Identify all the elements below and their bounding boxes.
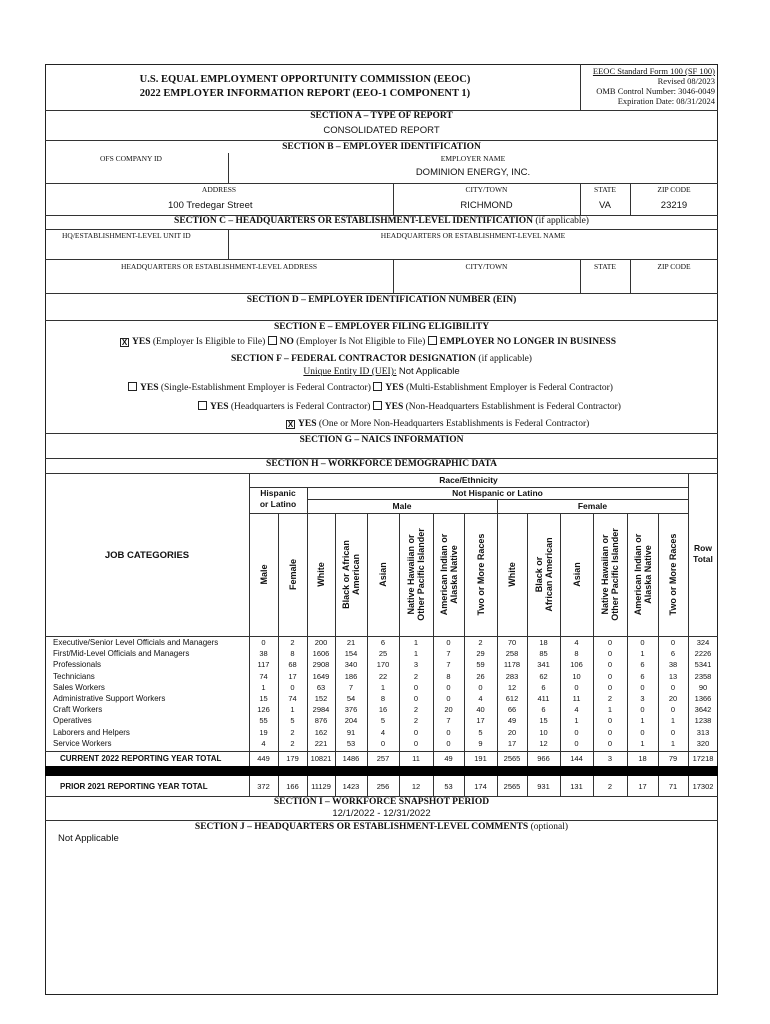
column-header: Black or African American bbox=[533, 537, 554, 612]
table-row-cell: 6 bbox=[380, 638, 386, 647]
table-row-cell: 1606 bbox=[312, 649, 330, 659]
form-meta bbox=[560, 66, 715, 106]
table-row-cell: 1 bbox=[670, 738, 676, 748]
table-row-cell: 340 bbox=[344, 660, 358, 670]
form-id: EEOC Standard Form 100 (SF 100) bbox=[592, 66, 715, 76]
male-group-label: Male bbox=[392, 501, 412, 511]
table-row-cell: 90 bbox=[698, 682, 708, 692]
table-row-cell: 8 bbox=[380, 694, 386, 703]
section-g-title: SECTION G – NAICS INFORMATION bbox=[299, 435, 464, 445]
current-total-row-cell: 179 bbox=[286, 754, 299, 763]
table-row-cell: 19 bbox=[259, 727, 268, 737]
table-row-cell: 6 bbox=[541, 682, 546, 692]
comments-value: Not Applicable bbox=[58, 833, 119, 844]
table-row-cell: 0 bbox=[446, 638, 451, 647]
prior-total-row-cell: 2565 bbox=[503, 782, 521, 791]
prior-total-row-cell: 166 bbox=[286, 782, 299, 791]
table-row-cell: 2908 bbox=[312, 660, 330, 670]
current-total-row-cell: 17218 bbox=[692, 754, 714, 763]
table-row-cell: 1 bbox=[413, 649, 419, 659]
expiration-date: Expiration Date: 08/31/2024 bbox=[617, 96, 715, 106]
table-row-cell: 1 bbox=[607, 705, 613, 715]
eligible-no-checkbox[interactable] bbox=[268, 336, 277, 345]
prior-total-row-cell: 53 bbox=[444, 782, 453, 791]
table-row-cell: 1 bbox=[574, 716, 579, 726]
table-row-cell: 54 bbox=[346, 694, 356, 703]
job-categories-label: JOB CATEGORIES bbox=[104, 550, 190, 561]
table-row-cell: 4 bbox=[574, 638, 579, 647]
prior-total-row-cell: 12 bbox=[411, 782, 421, 791]
single-establishment-checkbox[interactable] bbox=[128, 382, 137, 391]
current-total-row-cell: 2565 bbox=[503, 754, 521, 763]
column-header: White bbox=[316, 562, 326, 587]
table-row-cell: 8 bbox=[574, 649, 579, 659]
table-row-cell: 0 bbox=[670, 682, 676, 692]
grid-line bbox=[45, 751, 718, 752]
table-row-cell: 10 bbox=[572, 671, 581, 681]
table-row-cell: 2 bbox=[290, 638, 295, 647]
hq-name-label: HEADQUARTERS OR ESTABLISHMENT-LEVEL NAME bbox=[380, 231, 566, 240]
table-row-cell: 6 bbox=[541, 705, 546, 715]
table-row-cell: 0 bbox=[446, 738, 451, 748]
form-title-line2: 2022 EMPLOYER INFORMATION REPORT (EEO-1 COMPONENT 1) bbox=[139, 88, 471, 99]
address-value: 100 Tredegar Street bbox=[168, 200, 253, 211]
hq-unit-id-label: HQ/ESTABLISHMENT-LEVEL UNIT ID bbox=[62, 231, 191, 240]
table-row-cell: 0 bbox=[607, 716, 613, 726]
table-row-cell: 63 bbox=[316, 682, 326, 692]
yes-label-1: YES bbox=[140, 383, 159, 393]
table-row-cell: 3 bbox=[640, 694, 645, 703]
zip-value: 23219 bbox=[660, 200, 688, 211]
column-header: Female bbox=[287, 558, 298, 591]
table-row-cell: 0 bbox=[413, 727, 419, 737]
table-row-cell: 66 bbox=[507, 705, 517, 715]
no-longer-in-business-checkbox[interactable] bbox=[428, 336, 437, 345]
current-total-row-cell: 1486 bbox=[342, 754, 360, 763]
table-row-label: Laborers and Helpers bbox=[53, 727, 130, 737]
table-row-cell: 17 bbox=[507, 738, 517, 748]
table-row-cell: 55 bbox=[259, 716, 268, 726]
table-row-cell: 0 bbox=[607, 649, 613, 659]
section-c-title-text: SECTION C – HEADQUARTERS OR ESTABLISHMENT-LEVEL IDENTIFICATION bbox=[174, 216, 534, 226]
column-header: Male bbox=[258, 564, 269, 585]
table-row-cell: 9 bbox=[478, 738, 483, 748]
table-row-cell: 0 bbox=[640, 727, 645, 737]
table-row-cell: 320 bbox=[696, 738, 710, 748]
table-row-cell: 1 bbox=[261, 682, 266, 692]
table-row-cell: 5 bbox=[478, 727, 483, 737]
section-j-title-suffix: (optional) bbox=[530, 822, 569, 832]
section-i-title: SECTION I – WORKFORCE SNAPSHOT PERIOD bbox=[273, 797, 490, 807]
table-row-cell: 1 bbox=[290, 705, 295, 715]
race-ethnicity-label: Race/Ethnicity bbox=[439, 475, 498, 485]
table-row-cell: 2226 bbox=[694, 649, 712, 659]
section-e-title: SECTION E – EMPLOYER FILING ELIGIBILITY bbox=[273, 322, 490, 332]
table-row-cell: 74 bbox=[259, 671, 268, 681]
prior-total-row-cell: 17302 bbox=[692, 782, 714, 791]
table-row-label: Technicians bbox=[53, 671, 95, 681]
headquarters-contractor-label: (Headquarters is Federal Contractor) bbox=[230, 402, 371, 412]
employer-name: DOMINION ENERGY, INC. bbox=[415, 167, 531, 178]
eligible-no-label: NO bbox=[279, 337, 294, 347]
table-row-label: Administrative Support Workers bbox=[53, 694, 166, 703]
table-row-label: Professionals bbox=[53, 660, 102, 670]
table-row-label: Operatives bbox=[53, 716, 92, 726]
table-row-cell: 283 bbox=[505, 671, 519, 681]
uei-label: Unique Entity ID (UEI): bbox=[303, 367, 397, 377]
headquarters-contractor-checkbox[interactable] bbox=[198, 401, 207, 410]
prior-total-row-cell: 1423 bbox=[342, 782, 360, 791]
table-row-cell: 5 bbox=[380, 716, 386, 726]
yes-label-2: YES bbox=[385, 383, 404, 393]
table-row-cell: 0 bbox=[640, 638, 645, 647]
section-d-title: SECTION D – EMPLOYER IDENTIFICATION NUMBER (EIN) bbox=[246, 295, 517, 305]
table-row-label: Sales Workers bbox=[53, 682, 105, 692]
table-row-cell: 85 bbox=[539, 649, 548, 659]
section-f-title bbox=[45, 354, 718, 364]
current-total-row-cell: 966 bbox=[537, 754, 550, 763]
table-row-cell: 11 bbox=[572, 694, 581, 703]
column-header: Asian bbox=[571, 562, 582, 587]
contractor-row-2 bbox=[198, 401, 621, 412]
prior-total-row-label: PRIOR 2021 REPORTING YEAR TOTAL bbox=[60, 782, 208, 791]
table-row-cell: 1 bbox=[640, 738, 645, 748]
table-row-cell: 876 bbox=[314, 716, 328, 726]
single-establishment-label: (Single-Establishment Employer is Federal Contractor) bbox=[160, 383, 371, 393]
table-row-cell: 7 bbox=[446, 649, 451, 659]
table-row-cell: 3642 bbox=[694, 705, 712, 715]
section-c-title bbox=[45, 216, 718, 226]
section-e-options bbox=[120, 336, 616, 347]
column-header: American Indian or Alaska Native bbox=[632, 533, 653, 616]
table-row-label: Service Workers bbox=[53, 738, 112, 748]
non-hq-establishments-checkbox[interactable]: X bbox=[287, 420, 294, 429]
table-row-cell: 162 bbox=[314, 727, 328, 737]
section-a-title: SECTION A – TYPE OF REPORT bbox=[310, 111, 453, 121]
table-row-cell: 40 bbox=[476, 705, 485, 715]
table-row-cell: 0 bbox=[607, 738, 613, 748]
table-row-cell: 22 bbox=[378, 671, 388, 681]
multi-establishment-label: (Multi-Establishment Employer is Federal Contractor) bbox=[406, 383, 613, 393]
table-row-cell: 8 bbox=[290, 649, 295, 659]
table-row-cell: 2 bbox=[290, 727, 295, 737]
table-row-cell: 221 bbox=[314, 738, 328, 748]
table-row-cell: 0 bbox=[607, 671, 613, 681]
city-label: CITY/TOWN bbox=[465, 185, 508, 194]
table-row-cell: 4 bbox=[380, 727, 386, 737]
table-row-cell: 341 bbox=[537, 660, 550, 670]
table-row-cell: 411 bbox=[537, 694, 550, 703]
table-row-cell: 4 bbox=[478, 694, 483, 703]
prior-total-row-cell: 17 bbox=[638, 782, 647, 791]
table-row-cell: 1178 bbox=[503, 660, 521, 670]
current-total-row-label: CURRENT 2022 REPORTING YEAR TOTAL bbox=[60, 754, 222, 763]
omb-number: OMB Control Number: 3046-0049 bbox=[596, 86, 715, 96]
table-row-cell: 126 bbox=[257, 705, 270, 715]
column-header: Two or More Races bbox=[668, 533, 678, 616]
table-row-cell: 0 bbox=[670, 727, 676, 737]
table-row-cell: 20 bbox=[444, 705, 453, 715]
prior-total-row-cell: 11129 bbox=[311, 782, 331, 791]
table-row-cell: 2358 bbox=[694, 671, 712, 681]
table-row-cell: 53 bbox=[346, 738, 356, 748]
table-row-cell: 70 bbox=[507, 638, 517, 647]
address-label: ADDRESS bbox=[201, 185, 237, 194]
state-value: VA bbox=[599, 200, 611, 211]
prior-total-row-cell: 71 bbox=[668, 782, 678, 791]
table-row-cell: 0 bbox=[290, 682, 295, 692]
current-total-row-cell: 79 bbox=[668, 754, 678, 763]
table-row-cell: 0 bbox=[607, 682, 613, 692]
table-row-cell: 17 bbox=[476, 716, 485, 726]
current-total-row-cell: 257 bbox=[376, 754, 390, 763]
table-row-cell: 18 bbox=[539, 638, 548, 647]
multi-establishment-checkbox[interactable] bbox=[373, 382, 382, 391]
table-row-cell: 1649 bbox=[312, 671, 330, 681]
current-total-row-cell: 191 bbox=[474, 754, 487, 763]
table-row-cell: 186 bbox=[344, 671, 358, 681]
table-row-cell: 204 bbox=[344, 716, 358, 726]
current-total-row-cell: 49 bbox=[444, 754, 453, 763]
table-row-cell: 0 bbox=[670, 638, 676, 647]
table-row-cell: 7 bbox=[446, 716, 451, 726]
table-row-cell: 200 bbox=[314, 638, 328, 647]
table-row-cell: 17 bbox=[288, 671, 297, 681]
prior-total-row-cell: 174 bbox=[474, 782, 487, 791]
table-row-cell: 0 bbox=[607, 727, 613, 737]
current-total-row-cell: 144 bbox=[570, 754, 583, 763]
snapshot-period: 12/1/2022 - 12/31/2022 bbox=[332, 808, 431, 819]
table-row-cell: 106 bbox=[570, 660, 583, 670]
table-row-cell: 25 bbox=[378, 649, 388, 659]
column-header: White bbox=[507, 562, 517, 587]
table-row-cell: 91 bbox=[346, 727, 356, 737]
table-row-cell: 20 bbox=[668, 694, 678, 703]
non-hq-establishment-label: (Non-Headquarters Establishment is Federal Contractor) bbox=[405, 402, 621, 412]
table-row-cell: 7 bbox=[348, 682, 354, 692]
contractor-row-1 bbox=[128, 382, 613, 393]
table-row-cell: 2 bbox=[413, 716, 419, 726]
table-row-cell: 324 bbox=[696, 638, 710, 647]
hq-city-label: CITY/TOWN bbox=[465, 262, 508, 271]
uei-row bbox=[45, 366, 718, 377]
section-f-title-suffix: (if applicable) bbox=[478, 354, 532, 364]
table-row-cell: 59 bbox=[476, 660, 485, 670]
current-total-row-cell: 18 bbox=[638, 754, 647, 763]
section-c-title-suffix: (if applicable) bbox=[535, 216, 589, 226]
table-row-cell: 10 bbox=[539, 727, 548, 737]
grid-line bbox=[45, 636, 718, 637]
prior-total-row-cell: 372 bbox=[257, 782, 270, 791]
table-row-cell: 49 bbox=[507, 716, 517, 726]
current-total-row-cell: 3 bbox=[607, 754, 613, 763]
table-row-cell: 62 bbox=[539, 671, 548, 681]
table-row-cell: 376 bbox=[344, 705, 358, 715]
table-row-cell: 313 bbox=[696, 727, 710, 737]
eligible-yes-detail: (Employer Is Eligible to File) bbox=[152, 337, 266, 347]
city-value: RICHMOND bbox=[460, 200, 513, 211]
table-row-cell: 8 bbox=[446, 671, 451, 681]
table-row-cell: 15 bbox=[259, 694, 268, 703]
no-longer-in-business-label: EMPLOYER NO LONGER IN BUSINESS bbox=[439, 337, 616, 347]
table-row-cell: 12 bbox=[539, 738, 548, 748]
table-row-cell: 21 bbox=[346, 638, 356, 647]
column-header: Native Hawaiian or Other Pacific Islander bbox=[600, 528, 620, 621]
zip-label: ZIP CODE bbox=[657, 185, 691, 194]
column-header: Two or More Races bbox=[475, 533, 486, 616]
table-row-cell: 258 bbox=[505, 649, 519, 659]
table-row-label: Craft Workers bbox=[53, 705, 103, 715]
hq-state-label: STATE bbox=[594, 262, 616, 271]
table-row-cell: 3 bbox=[413, 660, 419, 670]
table-row-cell: 2 bbox=[413, 671, 419, 681]
table-row-cell: 2 bbox=[607, 694, 613, 703]
non-hq-establishments-label: (One or More Non-Headquarters Establishments is Federal Contractor) bbox=[318, 419, 590, 429]
prior-total-row-cell: 256 bbox=[376, 782, 390, 791]
section-j-title bbox=[45, 822, 718, 832]
separator-bar bbox=[45, 766, 718, 776]
hq-zip-label: ZIP CODE bbox=[657, 262, 691, 271]
table-row-cell: 0 bbox=[261, 638, 266, 647]
table-row-cell: 0 bbox=[607, 638, 613, 647]
table-row-cell: 13 bbox=[668, 671, 678, 681]
employer-name-label: EMPLOYER NAME bbox=[440, 154, 506, 163]
yes-label-3: YES bbox=[210, 402, 229, 412]
table-row-cell: 0 bbox=[413, 682, 419, 692]
table-row-cell: 0 bbox=[574, 727, 579, 737]
table-row-cell: 0 bbox=[446, 694, 451, 703]
table-row-cell: 6 bbox=[640, 671, 645, 681]
table-row-cell: 0 bbox=[607, 660, 613, 670]
table-row-cell: 4 bbox=[261, 738, 266, 748]
table-row-cell: 20 bbox=[507, 727, 517, 737]
uei-value: Not Applicable bbox=[398, 366, 460, 377]
table-row-cell: 15 bbox=[539, 716, 548, 726]
state-label: STATE bbox=[594, 185, 616, 194]
prior-total-row-cell: 931 bbox=[537, 782, 550, 791]
female-group-label: Female bbox=[577, 501, 608, 511]
table-row-cell: 0 bbox=[640, 705, 645, 715]
current-total-row-cell: 11 bbox=[412, 754, 420, 763]
column-header-row-total: Row Total bbox=[693, 543, 713, 564]
table-row-cell: 2 bbox=[413, 705, 419, 715]
table-row-cell: 4 bbox=[574, 705, 579, 715]
table-row-cell: 152 bbox=[314, 694, 328, 703]
column-header: Asian bbox=[378, 562, 388, 587]
table-row-label: First/Mid-Level Officials and Managers bbox=[53, 649, 190, 659]
table-row-cell: 117 bbox=[257, 660, 270, 670]
table-row-cell: 16 bbox=[378, 705, 388, 715]
prior-total-row-cell: 2 bbox=[607, 782, 613, 791]
table-row-cell: 6 bbox=[640, 660, 645, 670]
table-row-cell: 0 bbox=[574, 682, 579, 692]
table-row-cell: 0 bbox=[413, 738, 419, 748]
not-hispanic-label: Not Hispanic or Latino bbox=[452, 488, 543, 498]
section-f-title-text: SECTION F – FEDERAL CONTRACTOR DESIGNATION bbox=[231, 354, 477, 364]
table-row-cell: 0 bbox=[380, 738, 386, 748]
table-row-cell: 0 bbox=[670, 705, 676, 715]
hispanic-label: Hispanic or Latino bbox=[259, 488, 297, 509]
table-row-cell: 170 bbox=[376, 660, 390, 670]
table-row-cell: 1 bbox=[670, 716, 676, 726]
hq-address-label: HEADQUARTERS OR ESTABLISHMENT-LEVEL ADDRESS bbox=[120, 262, 318, 271]
table-row-cell: 0 bbox=[446, 727, 451, 737]
table-row-cell: 1 bbox=[413, 638, 419, 647]
table-row-label: Executive/Senior Level Officials and Managers bbox=[53, 638, 219, 647]
column-header: Native Hawaiian or Other Pacific Islander bbox=[406, 528, 426, 621]
table-row-cell: 5341 bbox=[694, 660, 712, 670]
form-title-line1: U.S. EQUAL EMPLOYMENT OPPORTUNITY COMMISSION (EEOC) bbox=[139, 74, 471, 85]
table-row-cell: 74 bbox=[288, 694, 297, 703]
current-total-row-cell: 10821 bbox=[310, 754, 332, 763]
column-header: American Indian or Alaska Native bbox=[438, 533, 459, 616]
table-row-cell: 2 bbox=[290, 738, 295, 748]
ofs-company-id-label: OFS COMPANY ID bbox=[100, 154, 162, 163]
table-row-cell: 1 bbox=[640, 716, 645, 726]
form-title bbox=[110, 73, 500, 101]
table-row-cell: 0 bbox=[446, 682, 451, 692]
report-type: CONSOLIDATED REPORT bbox=[323, 125, 440, 136]
table-row-cell: 1238 bbox=[694, 716, 712, 726]
table-row-cell: 38 bbox=[668, 660, 678, 670]
table-row-cell: 5 bbox=[290, 716, 295, 726]
table-row-cell: 1 bbox=[640, 649, 645, 659]
form-revised: Revised 08/2023 bbox=[657, 76, 715, 86]
eligible-no-detail: (Employer Is Not Eligible to File) bbox=[296, 337, 426, 347]
table-row-cell: 2 bbox=[478, 638, 483, 647]
section-b-title: SECTION B – EMPLOYER IDENTIFICATION bbox=[282, 142, 481, 152]
table-row-cell: 6 bbox=[670, 649, 676, 659]
eligible-yes-checkbox[interactable]: X bbox=[121, 338, 128, 347]
table-row-cell: 0 bbox=[640, 682, 645, 692]
table-row-cell: 612 bbox=[505, 694, 519, 703]
table-row-cell: 154 bbox=[344, 649, 358, 659]
table-row-cell: 0 bbox=[478, 682, 483, 692]
yes-label-4: YES bbox=[384, 402, 404, 412]
current-total-row-cell: 449 bbox=[257, 754, 270, 763]
table-row-cell: 12 bbox=[507, 682, 517, 692]
eligible-yes-label: YES bbox=[132, 337, 151, 347]
table-row-cell: 2984 bbox=[312, 705, 330, 715]
table-row-cell: 1 bbox=[380, 682, 386, 692]
contractor-row-3 bbox=[286, 419, 589, 429]
table-row-cell: 68 bbox=[288, 660, 297, 670]
table-row-cell: 7 bbox=[446, 660, 451, 670]
table-row-cell: 0 bbox=[574, 738, 579, 748]
table-row-cell: 26 bbox=[476, 671, 485, 681]
table-row-cell: 38 bbox=[259, 649, 268, 659]
prior-total-row-cell: 131 bbox=[570, 782, 583, 791]
column-header: Black or African American bbox=[341, 540, 361, 609]
section-h-title: SECTION H – WORKFORCE DEMOGRAPHIC DATA bbox=[266, 459, 497, 469]
section-j-title-text: SECTION J – HEADQUARTERS OR ESTABLISHMENT-LEVEL COMMENTS bbox=[194, 822, 529, 832]
table-row-cell: 29 bbox=[476, 649, 485, 659]
yes-label-5: YES bbox=[298, 419, 317, 429]
non-hq-establishment-checkbox[interactable] bbox=[373, 401, 382, 410]
table-row-cell: 1366 bbox=[694, 694, 712, 703]
table-row-cell: 0 bbox=[413, 694, 419, 703]
